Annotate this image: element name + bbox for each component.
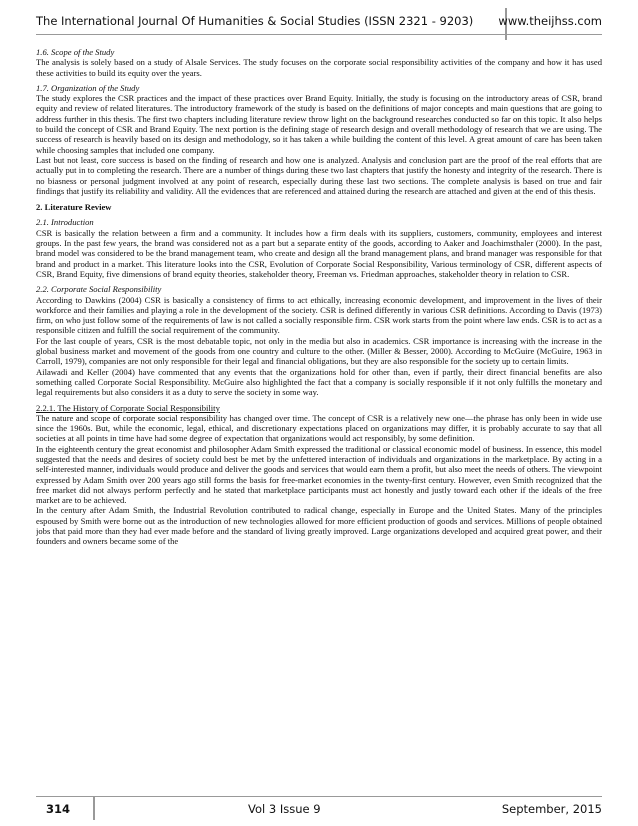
paragraph: The nature and scope of corporate social responsibility has changed over time. The concept of CSR is a relatively new one—the phrase has only been in wide use since the 1960s. But, while the economic, legal, ethical, and discretionary expectations placed on organizations may differ, it is probably accurate to say that all societies at all points in time have had some degree of expectation that organizations would act responsibly, by some definition.	[36, 412, 602, 444]
journal-url: www.theijhss.com	[498, 14, 602, 28]
section-heading-2-2-1: 2.2.1. The History of Corporate Social Responsibility	[36, 402, 220, 413]
paragraph: In the century after Adam Smith, the Industrial Revolution contributed to radical change, especially in Europe and the United States. Many of the principles espoused by Smith were borne out as the introduction of new technologies allowed for more efficient production of goods and services. Millions of people obtained jobs that paid more than they had ever made before and the standard of living greatly improved. Large organizations developed and acquired great power, and their founders and owners became some of the	[36, 505, 602, 547]
page-header	[36, 6, 602, 42]
section-heading-2-1: 2.1. Introduction	[36, 217, 94, 228]
volume-issue: Vol 3 Issue 9	[248, 802, 321, 816]
page-footer	[36, 793, 602, 821]
paragraph: Last but not least, core success is based on the finding of research and how one is analyzed. Analysis and conclusion part are the proof of the real efforts that are actually put in to completing the research. There are a number of things during these two last chapters that justify the honesty and integrity of the research. There is no biasness or personal judgment involved at any point of research, especially during these last two sections. The complete analysis is based on true and fair findings that justify its reliability and validity. All the evidences that are referenced and attained during the research are attached and given at the end of this thesis.	[36, 154, 602, 196]
publication-date: September, 2015	[501, 802, 602, 816]
paragraph: The study explores the CSR practices and the impact of these practices over Brand Equity. Initially, the study is focusing on the introductory areas of CSR, brand equity and review of related literatures. The introductory framework of the study is based on the definitions of major concepts and main questions that are going to address further in this thesis. The first two chapters including literature review throw light on the background researches conducted so far on this topic. It also helps to build the concept of CSR and Brand Equity. The next portion is the defining stage of research design and overall methodology of research that we are using. The success of research is heavily based on its design and methodology, so it has taken a while building the content of this level. A great amount of care has been taken while choosing samples that included one company.	[36, 93, 602, 155]
paragraph: The analysis is solely based on a study of Alsale Services. The study focuses on the corporate social responsibility activities of the company and how it has used these activities to build its equity over the years.	[36, 57, 602, 78]
journal-title: The International Journal Of Humanities & Social Studies (ISSN 2321 - 9203)	[36, 14, 474, 28]
footer-rule	[36, 796, 602, 797]
paragraph: CSR is basically the relation between a firm and a community. It includes how a firm deals with its suppliers, customers, community, employees and interest groups. In the past few years, the brand was considered not as a part but a separate entity of the goods, according to Aaker and Joachimsthaler (2000). In the past, brand model was considered to be the brand management team, who create and design all the brand management plans, and brand manager was responsible for that brand and product in a market. This literature looks into the CSR, Evolution of Corporate Social Responsibility, Various terminology of CSR, different aspects of CSR, Brand Equity, five dimensions of brand equity theories, stakeholder theory, Freeman vs. Friedman approaches, stakeholder theory in relation to CSR.	[36, 227, 602, 279]
article-body	[36, 47, 602, 787]
header-rule	[36, 34, 602, 35]
page-number: 314	[46, 802, 71, 816]
footer-divider	[93, 796, 95, 820]
paragraph: According to Dawkins (2004) CSR is basically a consistency of firms to act ethically, increasing economic development, and improvement in the lives of their workforce and their families and playing a role in the development of the society. CSR is defined differently in various CSR definitions. According to Davis (1973) firm, on who just follow some of the requirements of law is not called a socially responsible firm. CSR work starts from the point where law ends. CSR is to act as a responsible citizen and fulfill the social requirement of the community.	[36, 294, 602, 336]
section-heading-1-6: 1.6. Scope of the Study	[36, 47, 115, 57]
paragraph: In the eighteenth century the great economist and philosopher Adam Smith expressed the traditional or classical economic model of business. In essence, this model suggested that the needs and desires of society could best be met by the unfettered interaction of individuals and organizations in the marketplace. By acting in a self-interested manner, individuals would produce and deliver the goods and services that would earn them a profit, but also meet the needs of others. The viewpoint expressed by Adam Smith over 200 years ago still forms the basis for free-market economies in the twenty-first century. However, even Smith recognized that the free market did not always perform perfectly and he stated that marketplace participants must act honestly and justly toward each other if the ideals of the free market are to be achieved.	[36, 443, 602, 506]
paragraph: For the last couple of years, CSR is the most debatable topic, not only in the media but also in academics. CSR importance is increasing with the increase in the global business market and movement of the goods from one country and culture to the other. (Miller & Besser, 2000). According to McGuire (McGuire, 1963 in Carroll, 1979), companies are not only responsible for their legal and financial obligations, but they are also responsible for the society up to certain limits.	[36, 335, 602, 367]
section-heading-2: 2. Literature Review	[36, 202, 112, 213]
section-heading-2-2: 2.2. Corporate Social Responsibility	[36, 284, 162, 295]
section-heading-1-7: 1.7. Organization of the Study	[36, 82, 140, 93]
paragraph: Ailawadi and Keller (2004) have commented that any events that the organizations hold for other than, even if partly, their direct financial benefits are also something called Corporate Social Responsibility. McGuire also highlighted the fact that a company is socially responsible if it not only fulfills the monetary and legal requirements but also considers it as a duty to serve the society in some way.	[36, 366, 602, 398]
